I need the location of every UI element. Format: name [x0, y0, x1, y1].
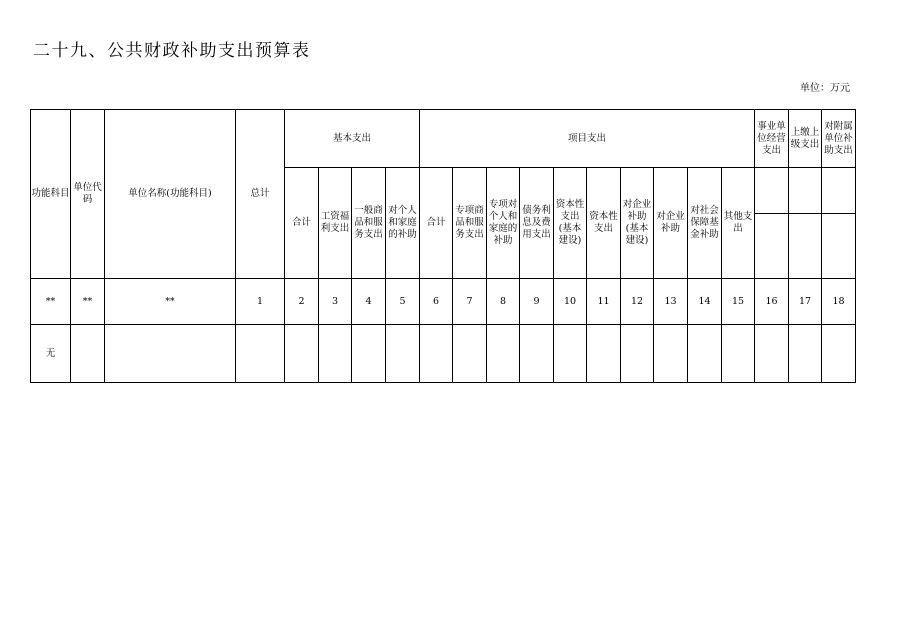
header-empty-cell	[755, 168, 789, 214]
table-cell	[520, 325, 554, 383]
index-cell: 16	[755, 279, 789, 325]
header-project-col: 对企业补助(基本建设)	[621, 168, 654, 279]
header-project-col: 对企业补助	[654, 168, 688, 279]
header-project-col: 资本性支出(基本建设)	[554, 168, 587, 279]
index-cell: 17	[789, 279, 822, 325]
index-cell: 10	[554, 279, 587, 325]
header-upper-expense: 上缴上级支出	[789, 110, 822, 168]
index-cell: 11	[587, 279, 621, 325]
index-cell: **	[31, 279, 71, 325]
header-func-code: 功能科目	[31, 110, 71, 279]
index-cell: 15	[722, 279, 755, 325]
table-cell	[105, 325, 236, 383]
table-cell	[554, 325, 587, 383]
header-basic-group: 基本支出	[285, 110, 420, 168]
header-project-col: 其他支出	[722, 168, 755, 279]
header-subsidiary: 对附属单位补助支出	[822, 110, 856, 168]
index-cell: 7	[453, 279, 487, 325]
index-cell: **	[71, 279, 105, 325]
index-cell: 2	[285, 279, 319, 325]
index-cell: 14	[688, 279, 722, 325]
header-project-col: 专项对个人和家庭的补助	[487, 168, 520, 279]
header-basic-col: 合计	[285, 168, 319, 279]
header-project-col: 合计	[420, 168, 453, 279]
index-cell: 5	[386, 279, 420, 325]
index-cell: 13	[654, 279, 688, 325]
header-biz-expense: 事业单位经营支出	[755, 110, 789, 168]
table-row	[31, 325, 856, 383]
table-cell	[386, 325, 420, 383]
index-cell: 4	[352, 279, 386, 325]
table-cell	[487, 325, 520, 383]
index-cell: 8	[487, 279, 520, 325]
header-basic-col: 工资福利支出	[319, 168, 352, 279]
table-cell	[319, 325, 352, 383]
index-cell: 1	[236, 279, 285, 325]
header-empty-cell	[822, 214, 856, 279]
index-cell: 18	[822, 279, 856, 325]
header-empty-cell	[755, 214, 789, 279]
table-cell	[453, 325, 487, 383]
header-empty-cell	[789, 214, 822, 279]
header-unit-name: 单位名称(功能科目)	[105, 110, 236, 279]
header-basic-col: 对个人和家庭的补助	[386, 168, 420, 279]
table-cell	[755, 325, 789, 383]
page-title: 二十九、公共财政补助支出预算表	[33, 41, 311, 61]
index-cell: 9	[520, 279, 554, 325]
header-project-col: 资本性支出	[587, 168, 621, 279]
table-cell	[587, 325, 621, 383]
index-cell: **	[105, 279, 236, 325]
header-project-col: 对社会保障基金补助	[688, 168, 722, 279]
unit-label: 单位：万元	[800, 83, 850, 94]
header-empty-cell	[822, 168, 856, 214]
table-cell	[654, 325, 688, 383]
row-func-code: 无	[31, 325, 71, 383]
table-cell	[688, 325, 722, 383]
index-cell: 3	[319, 279, 352, 325]
header-total: 总计	[236, 110, 285, 279]
header-project-col: 债务利息及费用支出	[520, 168, 554, 279]
table-cell	[621, 325, 654, 383]
header-project-group: 项目支出	[420, 110, 755, 168]
index-cell: 12	[621, 279, 654, 325]
table-cell	[420, 325, 453, 383]
table-cell	[236, 325, 285, 383]
index-cell: 6	[420, 279, 453, 325]
header-basic-col: 一般商品和服务支出	[352, 168, 386, 279]
table-cell	[71, 325, 105, 383]
table-cell	[722, 325, 755, 383]
table-cell	[352, 325, 386, 383]
header-empty-cell	[789, 168, 822, 214]
header-unit-code: 单位代码	[71, 110, 105, 279]
table-cell	[822, 325, 856, 383]
index-row	[31, 279, 856, 325]
budget-table	[30, 109, 856, 383]
table-cell	[285, 325, 319, 383]
header-project-col: 专项商品和服务支出	[453, 168, 487, 279]
table-cell	[789, 325, 822, 383]
